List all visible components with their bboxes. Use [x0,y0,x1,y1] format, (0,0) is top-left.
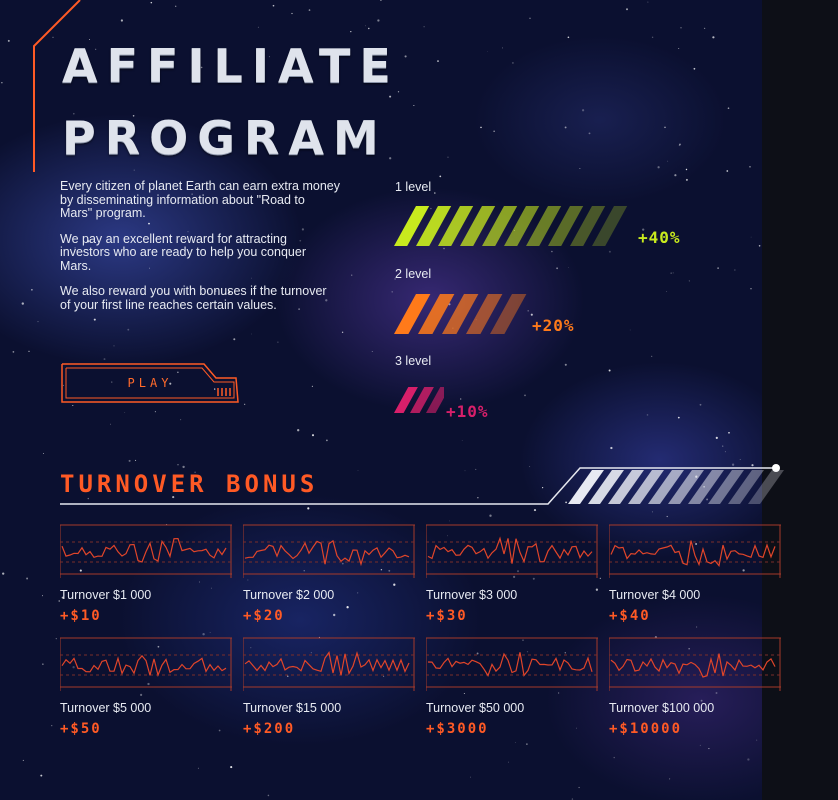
level-1-stripes [394,206,639,248]
turnover-amount: Turnover $15 000 [243,701,342,715]
turnover-card [243,637,415,742]
intro-paragraph-1: Every citizen of planet Earth can earn extra money by disseminating information about "Road to Mars" program. [60,179,341,220]
level-3-label: 3 level [395,354,432,368]
page-title [62,30,400,174]
turnover-card-graph [243,524,415,580]
turnover-bonus: +$3000 [426,721,489,737]
turnover-card [243,524,415,629]
turnover-bonus: +$40 [609,608,651,624]
intro-paragraph-2: We pay an excellent reward for attracting investors who are ready to help you conquer Mars. [60,231,306,273]
play-button[interactable] [58,362,242,406]
intro-paragraph-3: We also reward you with bonuses if the turnover of your first line reaches certain values. [60,284,327,312]
turnover-bonus: +$50 [60,721,102,737]
play-button-label: PLAY [127,376,173,390]
turnover-amount: Turnover $100 000 [609,701,715,715]
level-1-label: 1 level [395,180,432,194]
title-line-1: AFFILIATE [62,39,400,93]
turnover-amount: Turnover $1 000 [60,588,152,602]
turnover-card-graph [243,637,415,693]
turnover-card-graph [609,524,781,580]
turnover-card-graph [60,524,232,580]
turnover-card-graph [609,637,781,693]
turnover-card [609,524,781,629]
turnover-amount: Turnover $4 000 [609,588,701,602]
level-1-percent: +40% [638,228,681,247]
turnover-card [60,524,232,629]
turnover-bonus: +$10000 [609,721,683,737]
level-2-percent: +20% [532,316,575,335]
title-line-2: PROGRAM [62,111,388,165]
turnover-card-graph [426,524,598,580]
turnover-card-graph [426,637,598,693]
turnover-bonus: +$200 [243,721,296,737]
turnover-card [426,637,598,742]
turnover-amount: Turnover $5 000 [60,701,152,715]
turnover-card [609,637,781,742]
turnover-amount: Turnover $3 000 [426,588,518,602]
turnover-title: TURNOVER BONUS [60,470,319,498]
level-2-label: 2 level [395,267,432,281]
turnover-amount: Turnover $50 000 [426,701,525,715]
turnover-bonus: +$20 [243,608,285,624]
turnover-bonus: +$10 [60,608,102,624]
intro-text [60,180,340,324]
level-3-percent: +10% [446,402,489,421]
level-2-stripes [394,294,534,336]
level-3-stripes [394,387,444,415]
turnover-card [60,637,232,742]
turnover-bonus: +$30 [426,608,468,624]
turnover-amount: Turnover $2 000 [243,588,335,602]
turnover-card [426,524,598,629]
turnover-card-graph [60,637,232,693]
